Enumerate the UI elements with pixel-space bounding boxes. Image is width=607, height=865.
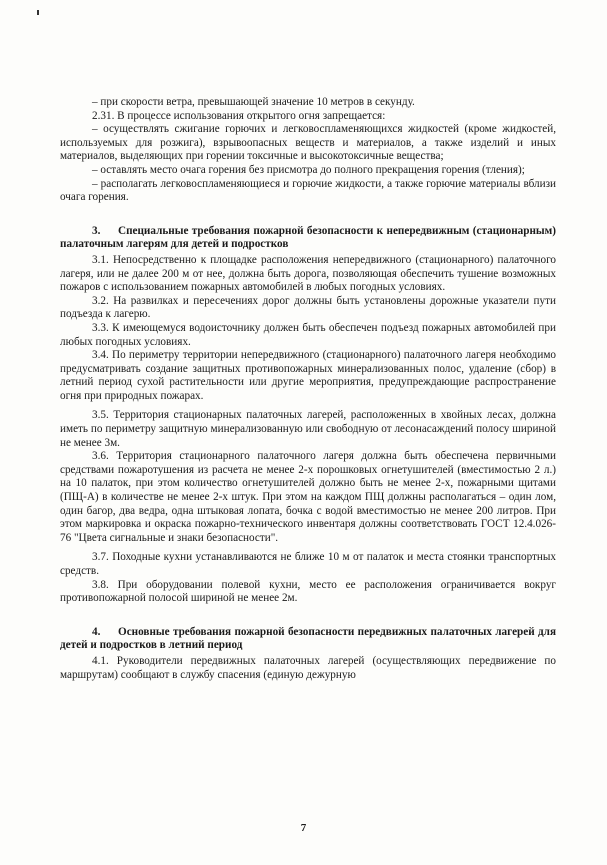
section-4-title: Основные требования пожарной безопасности передвижных палаточных лагерей для детей и подростков в летний период bbox=[60, 625, 556, 652]
paragraph: – при скорости ветра, превышающей значение 10 метров в секунду. bbox=[92, 96, 415, 108]
section-3-title: Специальные требования пожарной безопасности к непередвижным (стационарным) палаточным лагерям для детей и подростков bbox=[60, 224, 556, 251]
section-3-item: 3.7. Походные кухни устанавливаются не ближе 10 м от палаток и места стоянки транспортных средств. bbox=[60, 551, 556, 577]
section-4-item: 4.1. Руководители передвижных палаточных лагерей (осуществляющих передвижение по маршрутам) сообщают в службу спасения (единую дежурную bbox=[60, 654, 556, 681]
paragraph: – оставлять место очага горения без присмотра до полного прекращения горения (тления); bbox=[92, 163, 525, 176]
paragraph: – осуществлять сжигание горючих и легковоспламеняющихся жидкостей (кроме жидкостей, используемых для розжига), взрывоопасных веществ и материалов, а также изделий и иных материалов, выделяющих при горении токсичные и высокотоксичные вещества; bbox=[60, 123, 556, 163]
section-3-item: 3.3. К имеющемуся водоисточнику должен быть обеспечен подъезд пожарных автомобилей при любых погодных условиях. bbox=[60, 321, 556, 348]
section-3-item: 3.6. Территория стационарного палаточного лагеря должна быть обеспечена первичными средствами пожаротушения из расчета не менее 2-х порошковых огнетушителей (вместимостью 2 л.) на 10 палаток, при этом количество огнетушителей должно быть не менее 2-х, пожарными щитами (ПЩ-А) в количестве не менее 2-х штук. При этом на каждом ПЩ должны располагаться – один лом, один багор, два ведра, одна штыковая лопата, бочка с водой вместимостью не менее 200 литров. При этом маркировка и окраска пожарно-технического инвентаря должны соответствовать ГОСТ 12.4.026-76 "Цвета сигнальные и знаки безопасности". bbox=[60, 450, 556, 544]
document-body bbox=[60, 96, 556, 682]
section-3-item: 3.8. При оборудовании полевой кухни, место ее расположения ограничивается вокруг противопожарной полосой шириной не менее 2м. bbox=[60, 578, 556, 605]
section-3-item: 3.2. На развилках и пересечениях дорог должны быть установлены дорожные указатели пути подъезда к лагерю. bbox=[60, 294, 556, 321]
paragraph: 2.31. В процессе использования открытого огня запрещается: bbox=[92, 109, 386, 122]
section-3-item: 3.5. Территория стационарных палаточных лагерей, расположенных в хвойных лесах, должна иметь по периметру защитную минерализованную или свободную от лесонасаждений полосу шириной не менее 3м. bbox=[60, 409, 556, 449]
section-4-heading bbox=[60, 626, 556, 653]
page-number: 7 bbox=[300, 822, 307, 834]
paragraph: – располагать легковоспламеняющиеся и горючие жидкости, а также горючие материалы вблизи очага горения. bbox=[60, 177, 556, 204]
section-3-heading bbox=[60, 225, 556, 252]
section-4-number: 4. bbox=[92, 625, 101, 638]
section-3-item: 3.1. Непосредственно к площадке расположения непередвижного (стационарного) палаточного лагеря, или не далее 200 м от нее, должна быть дорога, позволяющая обеспечить тушение возможных пожаров с использованием пожарных автомобилей в любых погодных условиях. bbox=[60, 253, 556, 294]
section-3-item: 3.4. По периметру территории непередвижного (стационарного) палаточного лагеря необходимо предусматривать создание защитных противопожарных минерализованных полос, удаление (сбор) в летний период сухой растительности или другие мероприятия, предупреждающие распространение огня при природных пожарах. bbox=[60, 349, 556, 402]
section-3-number: 3. bbox=[92, 224, 101, 237]
scan-speck bbox=[37, 10, 39, 15]
